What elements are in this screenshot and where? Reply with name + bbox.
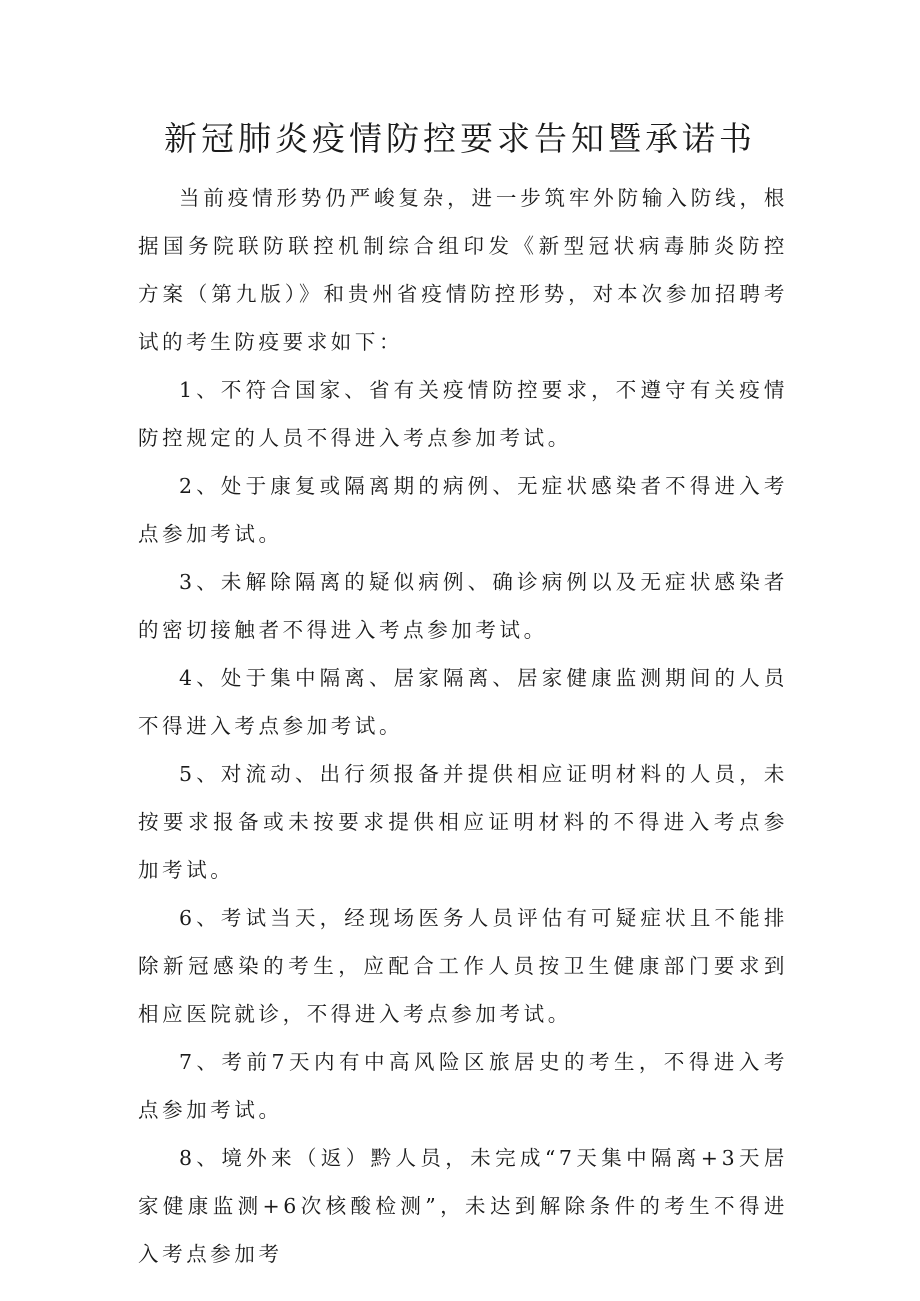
requirement-item-8: 8、境外来（返）黔人员，未完成“7天集中隔离+3天居家健康监测+6次核酸检测”，未达到解除条件的考生不得进入考点参加考 [138, 1146, 788, 1266]
requirement-item-4: 4、处于集中隔离、居家隔离、居家健康监测期间的人员不得进入考点参加考试。 [138, 666, 788, 738]
requirement-item-3: 3、未解除隔离的疑似病例、确诊病例以及无症状感染者的密切接触者不得进入考点参加考试。 [138, 570, 788, 642]
requirement-item-7: 7、考前7天内有中高风险区旅居史的考生，不得进入考点参加考试。 [138, 1050, 788, 1122]
requirement-item-2: 2、处于康复或隔离期的病例、无症状感染者不得进入考点参加考试。 [138, 474, 788, 546]
requirement-item-5: 5、对流动、出行须报备并提供相应证明材料的人员，未按要求报备或未按要求提供相应证明材料的不得进入考点参加考试。 [138, 762, 788, 882]
document-title: 新冠肺炎疫情防控要求告知暨承诺书 [164, 119, 756, 158]
requirement-item-1: 1、不符合国家、省有关疫情防控要求，不遵守有关疫情防控规定的人员不得进入考点参加考试。 [138, 378, 788, 450]
requirement-item-6: 6、考试当天，经现场医务人员评估有可疑症状且不能排除新冠感染的考生，应配合工作人员按卫生健康部门要求到相应医院就诊，不得进入考点参加考试。 [138, 906, 788, 1026]
intro-paragraph: 当前疫情形势仍严峻复杂，进一步筑牢外防输入防线，根据国务院联防联控机制综合组印发《新型冠状病毒肺炎防控方案（第九版）》和贵州省疫情防控形势，对本次参加招聘考试的考生防疫要求如下： [138, 186, 788, 354]
document-body [138, 174, 788, 1278]
